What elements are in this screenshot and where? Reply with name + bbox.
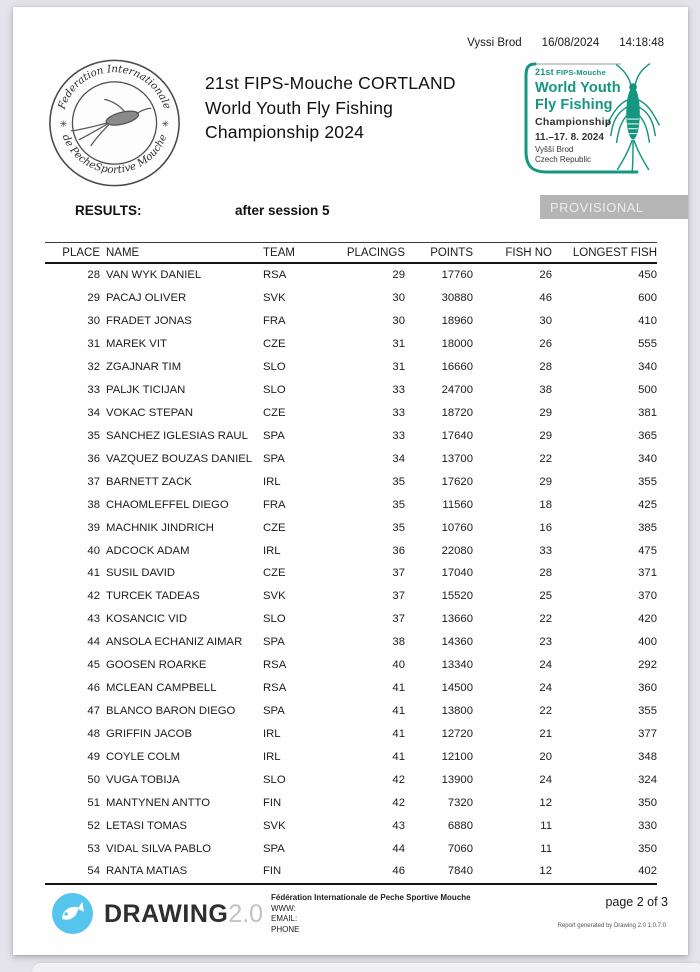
table-row: [45, 539, 657, 562]
cell-fish-no: 28: [539, 361, 552, 374]
cell-points: 17640: [441, 429, 473, 442]
cell-name: CHAOMLEFFEL DIEGO: [106, 498, 229, 511]
results-table: [45, 242, 657, 885]
cell-fish-no: 12: [539, 796, 552, 809]
table-row: [45, 447, 657, 470]
cell-name: PALJK TICIJAN: [106, 384, 186, 397]
cell-longest-fish: 370: [638, 590, 657, 603]
cell-longest-fish: 360: [638, 682, 657, 695]
cell-name: TURCEK TADEAS: [106, 590, 200, 603]
cell-name: GRIFFIN JACOB: [106, 727, 192, 740]
cell-fish-no: 12: [539, 865, 552, 878]
table-row: [45, 402, 657, 425]
seal-star-left: ✳: [59, 118, 68, 129]
cell-team: IRL: [263, 475, 281, 488]
cell-team: SLO: [263, 384, 286, 397]
table-row: [45, 631, 657, 654]
cell-longest-fish: 500: [638, 384, 657, 397]
cell-placings: 43: [392, 819, 405, 832]
cell-name: MAREK VIT: [106, 338, 167, 351]
cell-team: SPA: [263, 842, 285, 855]
cell-team: CZE: [263, 338, 286, 351]
column-header-place: PLACE: [62, 246, 100, 259]
table-row: [45, 585, 657, 608]
cell-placings: 36: [392, 544, 405, 557]
cell-name: SANCHEZ IGLESIAS RAUL: [106, 429, 248, 442]
table-row: [45, 677, 657, 700]
cell-longest-fish: 410: [638, 315, 657, 328]
cell-placings: 41: [392, 704, 405, 717]
cell-placings: 41: [392, 682, 405, 695]
cell-fish-no: 33: [539, 544, 552, 557]
column-header-longest-fish: LONGEST FISH: [572, 246, 657, 259]
results-table-body: [45, 264, 657, 885]
cell-placings: 38: [392, 636, 405, 649]
cell-team: RSA: [263, 269, 287, 282]
page-number: page 2 of 3: [605, 895, 668, 909]
cell-longest-fish: 555: [638, 338, 657, 351]
cell-points: 15520: [441, 590, 473, 603]
cell-points: 17760: [441, 269, 473, 282]
cell-points: 18000: [441, 338, 473, 351]
drawing-logo-icon: [52, 893, 93, 934]
cell-longest-fish: 420: [638, 613, 657, 626]
table-row: [45, 333, 657, 356]
cell-fish-no: 18: [539, 498, 552, 511]
cell-fish-no: 24: [539, 659, 552, 672]
table-row: [45, 768, 657, 791]
cell-place: 36: [87, 452, 100, 465]
cell-place: 48: [87, 727, 100, 740]
badge-title: World Youth Fly Fishing: [535, 80, 621, 113]
provisional-status-badge: PROVISIONAL: [540, 195, 688, 219]
cell-longest-fish: 400: [638, 636, 657, 649]
cell-longest-fish: 348: [638, 750, 657, 763]
cell-fish-no: 20: [539, 750, 552, 763]
cell-points: 18720: [441, 406, 473, 419]
cell-team: CZE: [263, 521, 286, 534]
cell-fish-no: 24: [539, 682, 552, 695]
cell-longest-fish: 377: [638, 727, 657, 740]
table-row: [45, 860, 657, 883]
cell-place: 49: [87, 750, 100, 763]
results-page-paper: [13, 7, 688, 955]
cell-placings: 40: [392, 659, 405, 672]
cell-longest-fish: 350: [638, 842, 657, 855]
cell-fish-no: 26: [539, 269, 552, 282]
cell-place: 42: [87, 590, 100, 603]
cell-points: 24700: [441, 384, 473, 397]
badge-location: Vyšší Brod Czech Republic: [535, 145, 592, 164]
cell-fish-no: 23: [539, 636, 552, 649]
cell-fish-no: 22: [539, 704, 552, 717]
cell-fish-no: 22: [539, 613, 552, 626]
print-time: 14:18:48: [619, 37, 664, 49]
cell-place: 32: [87, 361, 100, 374]
cell-fish-no: 25: [539, 590, 552, 603]
cell-name: MANTYNEN ANTTO: [106, 796, 210, 809]
column-header-points: POINTS: [430, 246, 473, 259]
cell-points: 14360: [441, 636, 473, 649]
cell-fish-no: 38: [539, 384, 552, 397]
cell-longest-fish: 402: [638, 865, 657, 878]
cell-points: 13340: [441, 659, 473, 672]
cell-name: FRADET JONAS: [106, 315, 192, 328]
print-meta: [467, 37, 664, 49]
cell-points: 13700: [441, 452, 473, 465]
cell-placings: 37: [392, 590, 405, 603]
cell-place: 54: [87, 865, 100, 878]
table-row: [45, 791, 657, 814]
cell-longest-fish: 475: [638, 544, 657, 557]
cell-place: 33: [87, 384, 100, 397]
cell-placings: 35: [392, 498, 405, 511]
cell-place: 43: [87, 613, 100, 626]
cell-points: 6880: [447, 819, 473, 832]
cell-team: RSA: [263, 682, 287, 695]
cell-placings: 35: [392, 475, 405, 488]
footer-org-block: [271, 893, 511, 935]
cell-longest-fish: 600: [638, 292, 657, 305]
cell-points: 13800: [441, 704, 473, 717]
cell-fish-no: 29: [539, 475, 552, 488]
cell-name: SUSIL DAVID: [106, 567, 176, 580]
cell-name: ADCOCK ADAM: [106, 544, 190, 557]
column-header-name: NAME: [106, 246, 140, 259]
cell-team: IRL: [263, 544, 281, 557]
cell-placings: 34: [392, 452, 405, 465]
results-table-header: [45, 242, 657, 264]
cell-points: 7320: [447, 796, 473, 809]
cell-place: 37: [87, 475, 100, 488]
cell-fish-no: 11: [540, 819, 552, 832]
cell-name: VOKAC STEPAN: [106, 406, 194, 419]
cell-name: RANTA MATIAS: [106, 865, 188, 878]
cell-points: 13900: [441, 773, 473, 786]
cell-placings: 30: [392, 292, 405, 305]
cell-place: 30: [87, 315, 100, 328]
cell-name: LETASI TOMAS: [106, 819, 187, 832]
cell-placings: 37: [392, 567, 405, 580]
cell-points: 17040: [441, 567, 473, 580]
cell-team: CZE: [263, 406, 286, 419]
table-row: [45, 837, 657, 860]
cell-points: 22080: [441, 544, 473, 557]
cell-points: 11560: [442, 498, 473, 511]
cell-place: 34: [87, 406, 100, 419]
cell-name: PACAJ OLIVER: [106, 292, 187, 305]
cell-place: 46: [87, 682, 100, 695]
cell-place: 28: [87, 269, 100, 282]
cell-longest-fish: 340: [638, 452, 657, 465]
cell-points: 14500: [441, 682, 473, 695]
cell-place: 29: [87, 292, 100, 305]
cell-team: SPA: [263, 452, 285, 465]
cell-placings: 44: [392, 842, 405, 855]
cell-placings: 41: [392, 727, 405, 740]
cell-name: VUGA TOBIJA: [106, 773, 180, 786]
cell-points: 12100: [441, 750, 473, 763]
cell-place: 47: [87, 704, 100, 717]
cell-team: SVK: [263, 292, 286, 305]
cell-name: KOSANCIC VID: [106, 613, 187, 626]
cell-longest-fish: 425: [638, 498, 657, 511]
cell-team: IRL: [263, 727, 281, 740]
cell-team: SPA: [263, 704, 285, 717]
cell-place: 40: [87, 544, 100, 557]
cell-place: 41: [87, 567, 100, 580]
cell-placings: 42: [392, 773, 405, 786]
column-header-team: TEAM: [263, 246, 295, 259]
cell-fish-no: 29: [539, 406, 552, 419]
table-row: [45, 654, 657, 677]
cell-points: 18960: [441, 315, 473, 328]
cell-fish-no: 16: [539, 521, 552, 534]
cell-longest-fish: 324: [638, 773, 657, 786]
cell-team: SLO: [263, 773, 286, 786]
table-row: [45, 700, 657, 723]
fips-mouche-seal: [46, 57, 183, 191]
cell-longest-fish: 292: [638, 659, 657, 672]
cell-placings: 41: [392, 750, 405, 763]
cell-placings: 31: [392, 361, 405, 374]
cell-longest-fish: 450: [638, 269, 657, 282]
title-line-1: 21st FIPS-Mouche CORTLAND: [205, 73, 456, 93]
cell-fish-no: 22: [539, 452, 552, 465]
table-row: [45, 287, 657, 310]
cell-team: SPA: [263, 636, 285, 649]
cell-team: FIN: [263, 796, 282, 809]
cell-name: VIDAL SILVA PABLO: [106, 842, 212, 855]
cell-longest-fish: 385: [638, 521, 657, 534]
results-label: RESULTS:: [75, 203, 142, 218]
cell-name: VAN WYK DANIEL: [106, 269, 202, 282]
table-row: [45, 608, 657, 631]
seal-graphic-icon: [46, 57, 183, 191]
cell-points: 7060: [447, 842, 473, 855]
title-line-2: World Youth Fly Fishing: [205, 97, 394, 118]
page-title: [205, 71, 505, 145]
cell-longest-fish: 365: [638, 429, 657, 442]
table-row: [45, 722, 657, 745]
cell-placings: 46: [392, 865, 405, 878]
cell-points: 7840: [447, 865, 473, 878]
cell-placings: 35: [392, 521, 405, 534]
seal-star-right: ✳: [161, 118, 169, 129]
table-row: [45, 356, 657, 379]
cell-name: BLANCO BARON DIEGO: [106, 704, 236, 717]
report-note: Report generated by Drawing 2.0 1.0.7.0: [557, 923, 666, 929]
cell-placings: 42: [392, 796, 405, 809]
cell-place: 35: [87, 429, 100, 442]
table-row: [45, 470, 657, 493]
cell-name: GOOSEN ROARKE: [106, 659, 207, 672]
cell-place: 45: [87, 659, 100, 672]
cell-team: FIN: [263, 865, 282, 878]
footer-www-label: WWW:: [271, 903, 296, 913]
cell-longest-fish: 350: [638, 796, 657, 809]
cell-team: SPA: [263, 429, 285, 442]
next-page-edge: [32, 963, 700, 972]
cell-placings: 33: [392, 429, 405, 442]
print-date: 16/08/2024: [541, 37, 600, 49]
cell-placings: 31: [392, 338, 405, 351]
cell-fish-no: 24: [539, 773, 552, 786]
print-location: Vyssi Brod: [467, 37, 522, 49]
cell-name: MCLEAN CAMPBELL: [106, 682, 217, 695]
cell-placings: 30: [392, 315, 405, 328]
cell-place: 31: [87, 338, 100, 351]
cell-longest-fish: 340: [638, 361, 657, 374]
footer-brand: DRAWING2.0: [104, 900, 264, 928]
cell-fish-no: 30: [539, 315, 552, 328]
cell-team: SLO: [263, 361, 286, 374]
cell-longest-fish: 355: [638, 475, 657, 488]
championship-badge: [523, 59, 665, 183]
cell-fish-no: 29: [539, 429, 552, 442]
table-row: [45, 424, 657, 447]
column-header-fish-no: FISH NO: [505, 246, 552, 259]
cell-fish-no: 26: [539, 338, 552, 351]
table-row: [45, 516, 657, 539]
footer-phone-label: PHONE: [271, 924, 300, 934]
cell-team: FRA: [263, 498, 286, 511]
cell-name: BARNETT ZACK: [106, 475, 192, 488]
cell-name: COYLE COLM: [106, 750, 181, 763]
cell-name: ANSOLA ECHANIZ AIMAR: [106, 636, 243, 649]
cell-placings: 37: [392, 613, 405, 626]
table-row: [45, 745, 657, 768]
cell-fish-no: 11: [540, 842, 552, 855]
cell-placings: 29: [392, 269, 405, 282]
cell-place: 44: [87, 636, 100, 649]
cell-team: FRA: [263, 315, 286, 328]
cell-points: 30880: [441, 292, 473, 305]
cell-points: 10760: [441, 521, 473, 534]
cell-team: RSA: [263, 659, 287, 672]
cell-placings: 33: [392, 406, 405, 419]
table-row: [45, 493, 657, 516]
table-row: [45, 310, 657, 333]
cell-points: 12720: [441, 727, 473, 740]
badge-dates: 11.–17. 8. 2024: [535, 132, 604, 143]
cell-team: SLO: [263, 613, 286, 626]
column-header-placings: PLACINGS: [346, 246, 405, 259]
cell-place: 53: [87, 842, 100, 855]
table-row: [45, 379, 657, 402]
table-row: [45, 562, 657, 585]
cell-place: 50: [87, 773, 100, 786]
cell-points: 13660: [441, 613, 473, 626]
cell-fish-no: 28: [539, 567, 552, 580]
seal-arc-bottom-text: de PecheSportive Mouche: [59, 132, 170, 176]
badge-championship: Championship: [535, 116, 612, 128]
badge-edition: 21st FIPS-Mouche: [535, 67, 606, 77]
cell-longest-fish: 381: [638, 406, 657, 419]
cell-fish-no: 21: [539, 727, 552, 740]
cell-longest-fish: 355: [638, 704, 657, 717]
footer-email-label: EMAIL:: [271, 914, 298, 923]
seal-arc-top-text: Federation Internationale: [55, 63, 174, 111]
cell-placings: 33: [392, 384, 405, 397]
cell-team: SVK: [263, 819, 286, 832]
cell-fish-no: 46: [539, 292, 552, 305]
cell-team: SVK: [263, 590, 286, 603]
results-session: after session 5: [235, 203, 330, 218]
table-row: [45, 264, 657, 287]
cell-points: 16660: [441, 361, 473, 374]
cell-name: MACHNIK JINDRICH: [106, 521, 214, 534]
cell-name: ZGAJNAR TIM: [106, 361, 182, 374]
cell-place: 52: [87, 819, 100, 832]
cell-place: 39: [87, 521, 100, 534]
title-line-3: Championship 2024: [205, 122, 365, 142]
cell-team: IRL: [263, 750, 281, 763]
cell-place: 51: [87, 796, 100, 809]
table-row: [45, 814, 657, 837]
cell-longest-fish: 371: [638, 567, 657, 580]
cell-team: CZE: [263, 567, 286, 580]
cell-name: VAZQUEZ BOUZAS DANIEL: [106, 452, 253, 465]
footer-org-name: Fédération Internationale de Peche Sportive Mouche: [271, 893, 471, 902]
cell-place: 38: [87, 498, 100, 511]
cell-longest-fish: 330: [638, 819, 657, 832]
cell-points: 17620: [441, 475, 473, 488]
